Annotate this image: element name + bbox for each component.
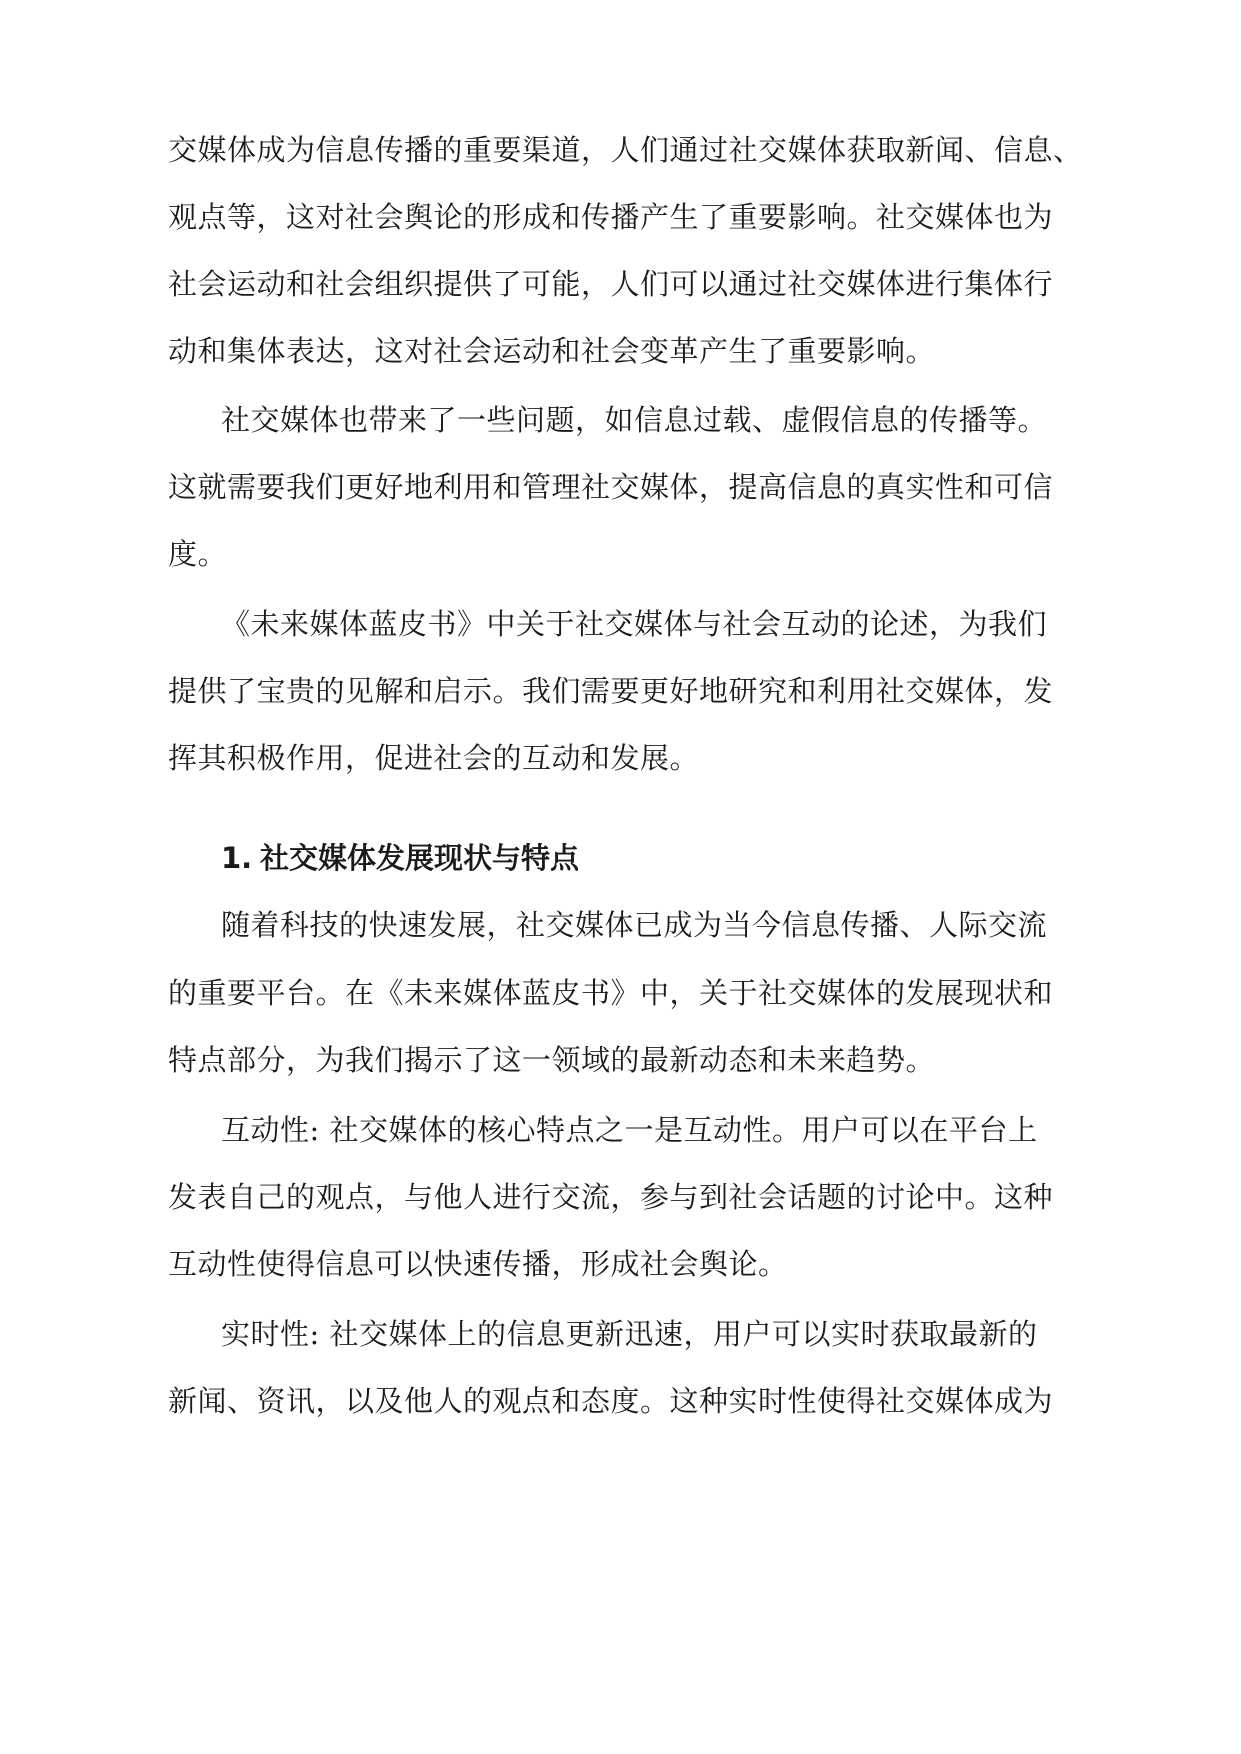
paragraph-line: 挥其积极作用，促进社会的互动和发展。	[168, 741, 700, 775]
paragraph-line: 社交媒体也带来了一些问题，如信息过载、虚假信息的传播等。	[221, 403, 1048, 437]
paragraph-line: 观点等，这对社会舆论的形成和传播产生了重要影响。社交媒体也为	[168, 200, 1054, 234]
paragraph-line: 动和集体表达，这对社会运动和社会变革产生了重要影响。	[168, 334, 936, 368]
paragraph-line: 社会运动和社会组织提供了可能，人们可以通过社交媒体进行集体行	[168, 267, 1054, 301]
paragraph-line: 互动性使得信息可以快速传播，形成社会舆论。	[168, 1247, 788, 1281]
section-title: 社交媒体发展现状与特点	[260, 841, 580, 875]
section-number: 1.	[221, 841, 253, 875]
paragraph-line: 实时性: 社交媒体上的信息更新迅速，用户可以实时获取最新的	[221, 1317, 1038, 1351]
paragraph-line: 发表自己的观点，与他人进行交流，参与到社会话题的讨论中。这种	[168, 1180, 1054, 1214]
paragraph-line: 《未来媒体蓝皮书》中关于社交媒体与社会互动的论述，为我们	[221, 607, 1048, 641]
paragraph-line: 随着科技的快速发展，社交媒体已成为当今信息传播、人际交流	[221, 908, 1048, 942]
paragraph-line: 特点部分，为我们揭示了这一领域的最新动态和未来趋势。	[168, 1043, 936, 1077]
paragraph-line: 新闻、资讯，以及他人的观点和态度。这种实时性使得社交媒体成为	[168, 1384, 1054, 1418]
paragraph-line: 这就需要我们更好地利用和管理社交媒体，提高信息的真实性和可信	[168, 470, 1054, 504]
paragraph-line: 互动性: 社交媒体的核心特点之一是互动性。用户可以在平台上	[221, 1113, 1038, 1147]
paragraph-line: 交媒体成为信息传播的重要渠道，人们通过社交媒体获取新闻、信息、	[168, 133, 1083, 167]
paragraph-line: 提供了宝贵的见解和启示。我们需要更好地研究和利用社交媒体，发	[168, 674, 1054, 708]
paragraph-line: 的重要平台。在《未来媒体蓝皮书》中，关于社交媒体的发展现状和	[168, 976, 1054, 1010]
paragraph-line: 度。	[168, 537, 228, 571]
